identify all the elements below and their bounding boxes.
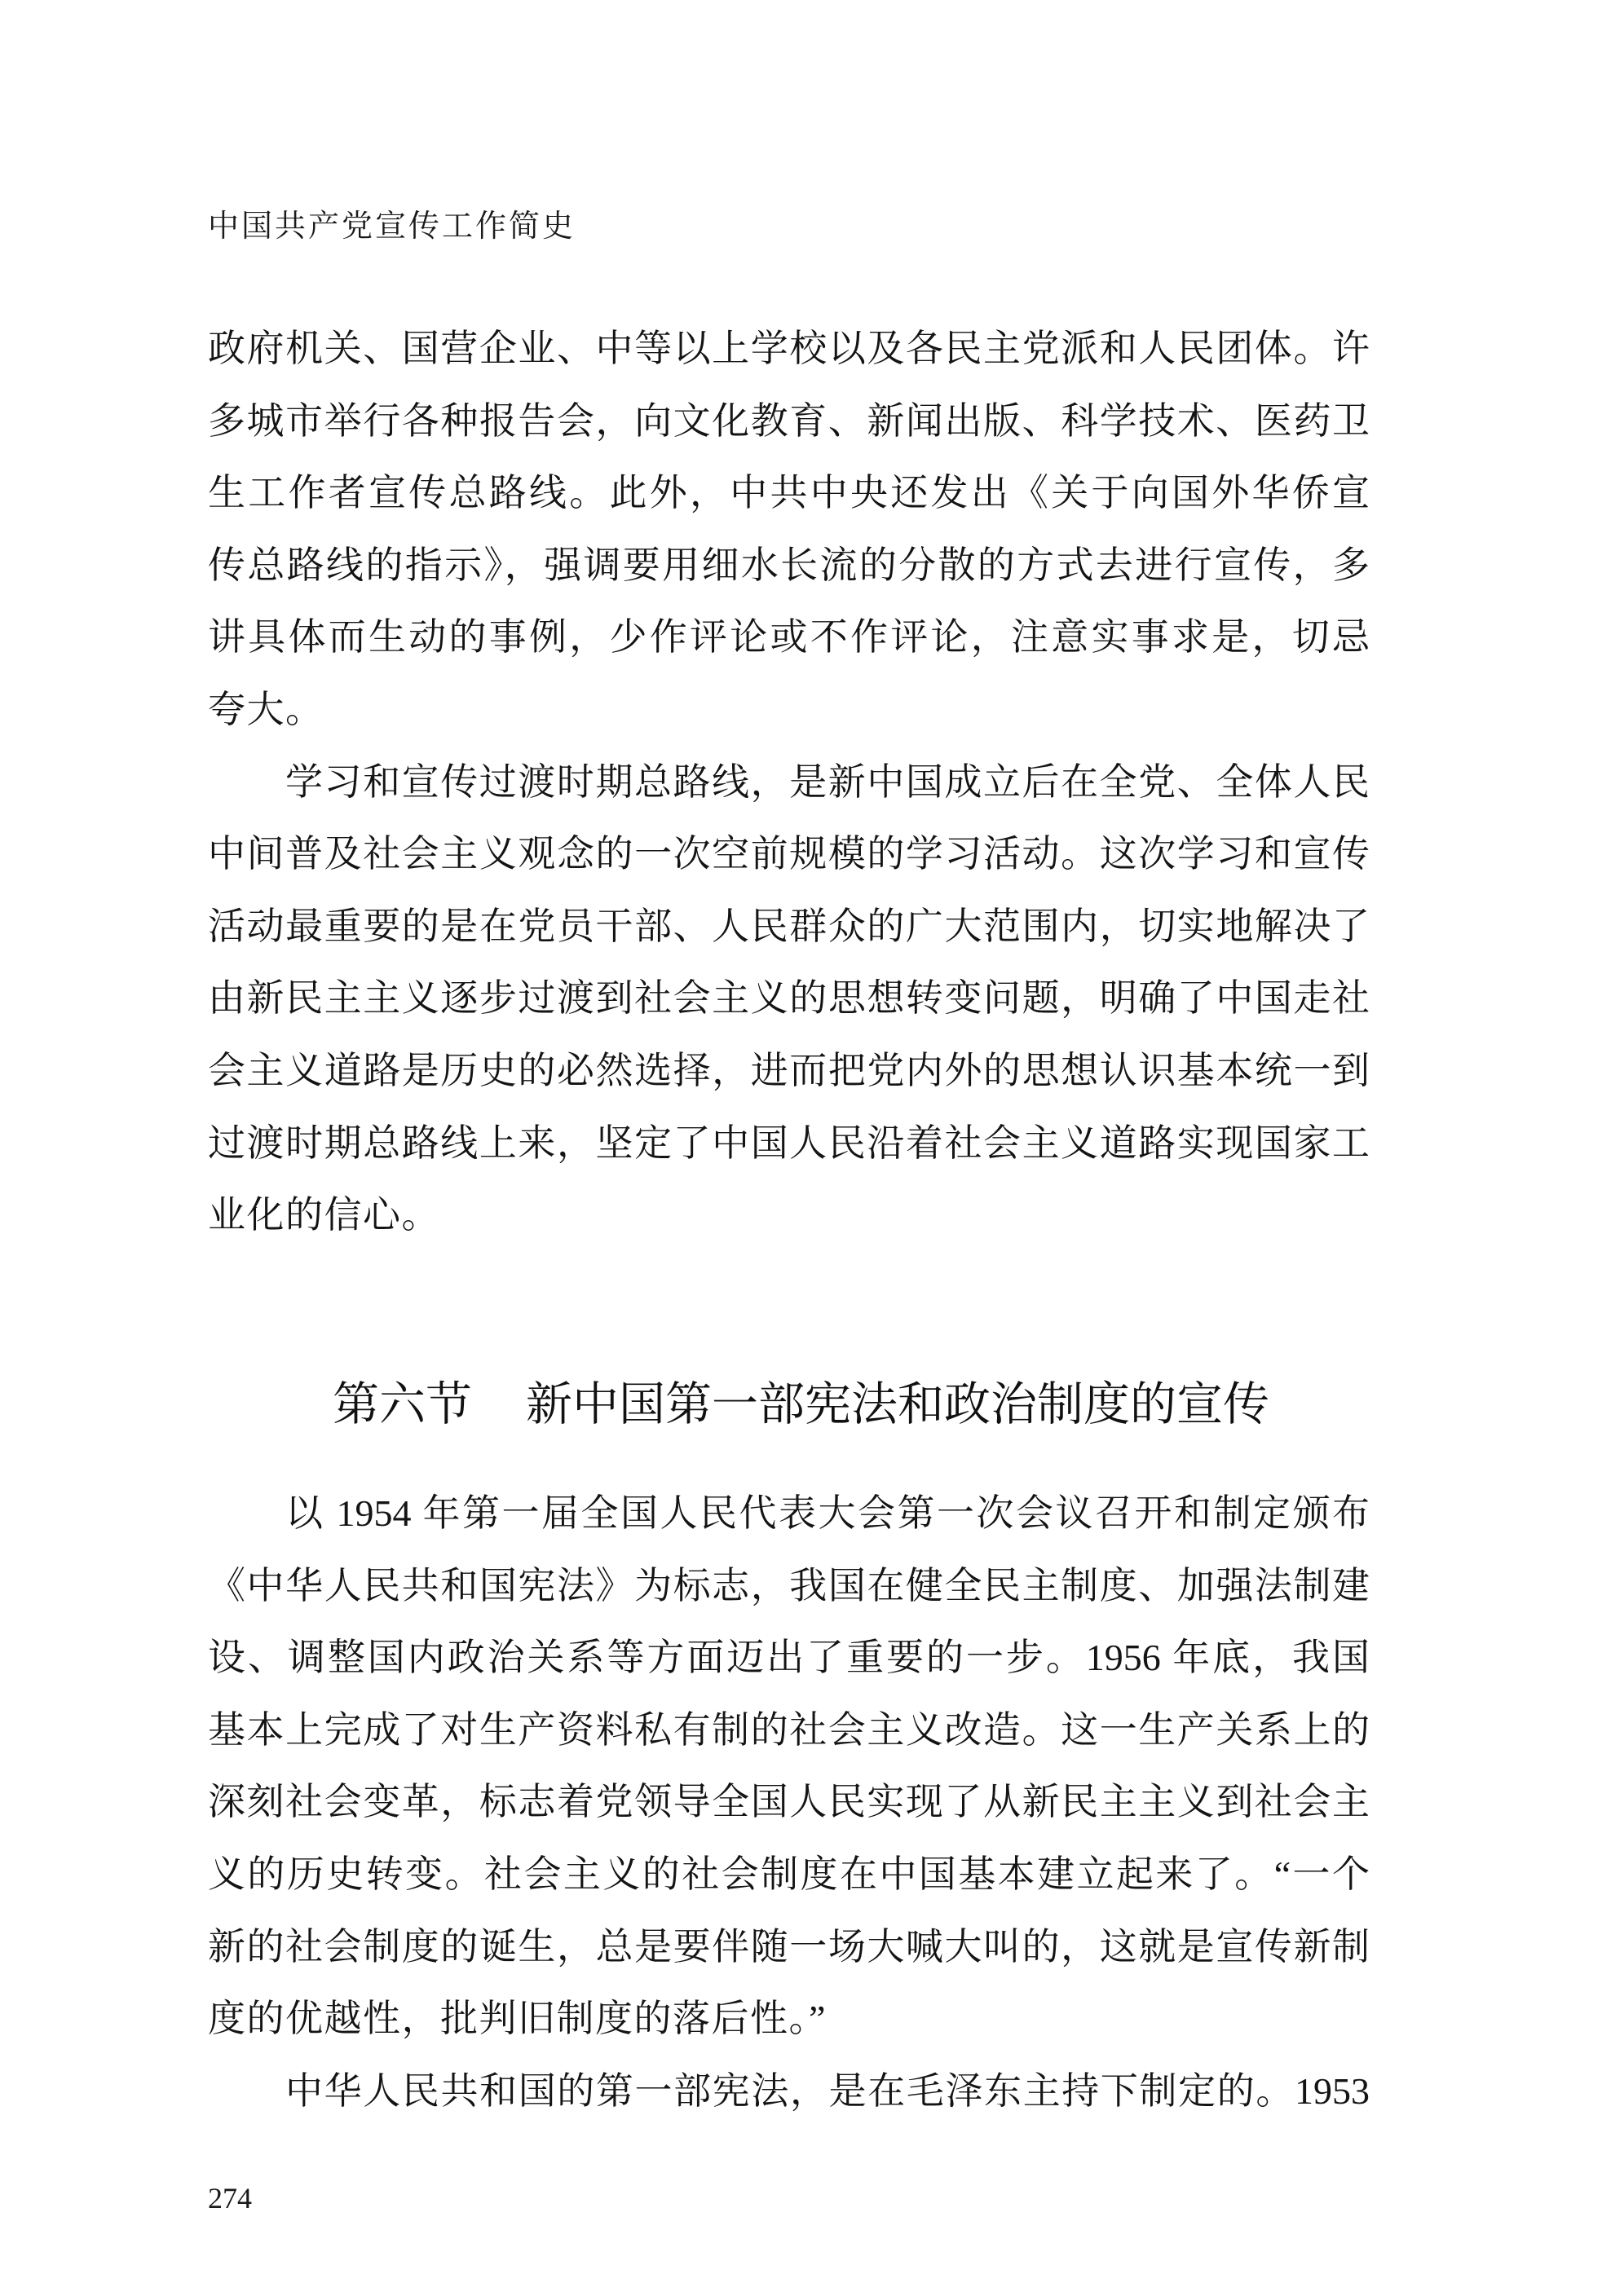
text-line: 由新民主主义逐步过渡到社会主义的思想转变问题，明确了中国走社 <box>208 977 1370 1020</box>
section-title: 新中国第一部宪法和政治制度的宣传 <box>526 1379 1269 1430</box>
text-line: 新的社会制度的诞生，总是要伴随一场大喊大叫的，这就是宣传新制 <box>208 1925 1370 1968</box>
paragraph <box>208 313 1370 747</box>
text-line: 《中华人民共和国宪法》为标志，我国在健全民主制度、加强法制建 <box>208 1564 1370 1606</box>
text-line: 深刻社会变革，标志着党领导全国人民实现了从新民主主义到社会主 <box>208 1781 1370 1823</box>
paragraph <box>208 1478 1370 2056</box>
text-line: 政府机关、国营企业、中等以上学校以及各民主党派和人民团体。许 <box>208 328 1370 369</box>
text-line: 会主义道路是历史的必然选择，进而把党内外的思想认识基本统一到 <box>208 1049 1370 1091</box>
text-line: 传总路线的指示》，强调要用细水长流的分散的方式去进行宣传，多 <box>208 544 1370 586</box>
text-line: 设、调整国内政治关系等方面迈出了重要的一步。1956 年底，我国 <box>208 1637 1370 1679</box>
paragraph <box>208 2056 1370 2128</box>
section-number: 第六节 <box>333 1379 472 1430</box>
text-line: 活动最重要的是在党员干部、人民群众的广大范围内，切实地解决了 <box>208 905 1370 947</box>
text-line: 中间普及社会主义观念的一次空前规模的学习活动。这次学习和宣传 <box>208 833 1370 875</box>
section-heading <box>0 1368 1602 1442</box>
text-line: 过渡时期总路线上来，坚定了中国人民沿着社会主义道路实现国家工 <box>208 1122 1370 1164</box>
text-line: 基本上完成了对生产资料私有制的社会主义改造。这一生产关系上的 <box>208 1708 1370 1751</box>
text-line: 以 1954 年第一届全国人民代表大会第一次会议召开和制定颁布 <box>285 1492 1370 1534</box>
text-line: 业化的信心。 <box>208 1194 440 1236</box>
section-body <box>208 1478 1370 2127</box>
text-line: 讲具体而生动的事例，少作评论或不作评论，注意实事求是，切忌 <box>208 616 1370 659</box>
text-line: 生工作者宣传总路线。此外，中共中央还发出《关于向国外华侨宣 <box>208 472 1370 514</box>
text-line: 多城市举行各种报告会，向文化教育、新闻出版、科学技术、医药卫 <box>208 399 1370 442</box>
paragraph <box>208 747 1370 1252</box>
text-block-before-section <box>208 313 1370 1252</box>
text-line: 夸大。 <box>208 688 324 730</box>
text-line: 中华人民共和国的第一部宪法，是在毛泽东主持下制定的。1953 <box>285 2069 1370 2112</box>
text-line: 度的优越性，批判旧制度的落后性。” <box>208 1998 827 2040</box>
running-header: 中国共产党宣传工作简史 <box>208 208 576 244</box>
text-line: 学习和宣传过渡时期总路线，是新中国成立后在全党、全体人民 <box>285 760 1370 803</box>
page-number: 274 <box>208 2182 252 2214</box>
text-line: 义的历史转变。社会主义的社会制度在中国基本建立起来了。“一个 <box>208 1853 1370 1895</box>
